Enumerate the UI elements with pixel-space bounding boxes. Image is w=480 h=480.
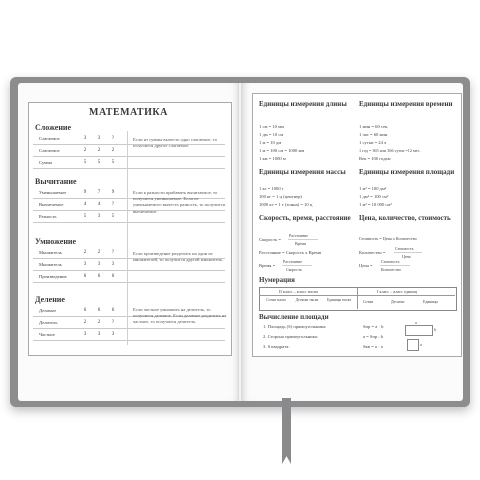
cell-value: 2	[83, 320, 87, 325]
formula-left: Скорость =	[259, 237, 281, 242]
row-label: Множитель	[39, 262, 62, 267]
cell-value: 6	[97, 308, 101, 313]
row-label: Произведение	[39, 274, 67, 279]
calc-formula: a = Sпр : b	[363, 334, 384, 339]
formula-left: Время =	[259, 263, 276, 268]
class-header: II класс – класс тысяч	[279, 289, 319, 294]
unit-line: 1 м = 10 дм	[259, 140, 282, 145]
unit-line: 1 м² = 10 000 см²	[359, 202, 392, 207]
cell-value: 7	[97, 190, 101, 195]
cell-value: 2	[97, 148, 101, 153]
row-label: Уменьшаемое	[39, 190, 67, 195]
cell-value: 5	[83, 160, 87, 165]
page-title: МАТЕМАТИКА	[89, 107, 168, 118]
cell-value: 4	[83, 202, 87, 207]
math-reference-panel	[28, 102, 232, 356]
row-label: Слагаемое	[39, 148, 60, 153]
calc-label: 3. S квадрата:	[263, 344, 290, 349]
row-label: Слагаемое	[39, 136, 60, 141]
cell-value: 6	[111, 308, 115, 313]
cell-value: 5	[111, 160, 115, 165]
cell-value: 4	[97, 202, 101, 207]
unit-line: 1 мин = 60 сек.	[359, 124, 389, 129]
section-description: Если частное умножить на делитель, то получится делимое. Если делимое разделить на частное, то получится делитель.	[133, 307, 227, 325]
unit-line: 1000 кг = 1 т (тонна) = 10 ц	[259, 202, 313, 207]
rectangle-shape	[405, 325, 433, 336]
row-label: Множитель	[39, 250, 62, 255]
units-reference-panel	[252, 93, 462, 357]
cell-value: 2	[111, 148, 115, 153]
fraction-bar	[394, 252, 422, 253]
formula-denominator: Скорость	[286, 267, 302, 272]
column-header: Десятки тысяч	[295, 298, 319, 302]
unit-line: 1 кг = 1000 г	[259, 186, 284, 191]
numeration-heading: Нумерация	[259, 276, 295, 284]
row-label: Сумма	[39, 160, 53, 165]
speed-heading: Скорость, время, расстояние	[259, 214, 351, 222]
square-shape	[407, 339, 419, 351]
column-header: Сотни тысяч	[266, 298, 286, 302]
formula-numerator: Стоимость	[381, 259, 400, 264]
cell-value: 3	[83, 332, 87, 337]
cell-value: 2	[97, 250, 101, 255]
unit-line: 1 год = 365 или 366 суток =12 мес.	[359, 148, 421, 153]
table-row	[29, 271, 229, 283]
mass-units-heading: Единицы измерения массы	[259, 168, 346, 176]
formula-numerator: Расстояние	[289, 233, 309, 238]
cell-value: 6	[97, 274, 101, 279]
formula-denominator: Время	[295, 241, 306, 246]
table-divider	[127, 131, 128, 345]
cell-value: ?	[111, 136, 115, 141]
section-heading-division: Деление	[35, 295, 65, 304]
cell-value: ?	[111, 320, 115, 325]
row-label: Делимое	[39, 308, 57, 313]
side-label: b	[434, 327, 436, 332]
section-heading-addition: Сложение	[35, 123, 72, 132]
column-header: Сотни	[363, 300, 374, 304]
cell-value: 6	[83, 308, 87, 313]
cell-value: ?	[111, 250, 115, 255]
calc-label: 1. Площадь (S) прямоугольника:	[263, 324, 327, 329]
column-header: Десятки	[391, 300, 405, 304]
table-row	[29, 157, 229, 169]
row-label: Частное	[39, 332, 55, 337]
table-row	[29, 329, 229, 341]
cell-value: 9	[111, 190, 115, 195]
table-divider	[357, 287, 358, 309]
calc-formula: Sкв = a · a	[363, 344, 383, 349]
unit-line: 1 км = 1000 м	[259, 156, 286, 161]
section-description: Если из суммы вычесть одно слагаемое, то получится другое слагаемое.	[133, 137, 218, 149]
fraction-bar	[288, 239, 318, 240]
section-heading-multiplication: Умножение	[35, 237, 77, 246]
cell-value: 3	[83, 136, 87, 141]
cell-value: 5	[83, 214, 87, 219]
cell-value: 5	[97, 160, 101, 165]
formula-numerator: Стоимость	[395, 246, 414, 251]
fraction-bar	[380, 265, 410, 266]
formula: Расстояние = Скорость х Время	[259, 250, 322, 255]
cell-value: 2	[97, 320, 101, 325]
unit-line: 100 кг = 1 ц (центнер)	[259, 194, 302, 199]
unit-line: 1 час = 60 мин	[359, 132, 388, 137]
bookmark-ribbon[interactable]	[282, 398, 291, 464]
unit-line: 1 см = 10 мм	[259, 124, 284, 129]
cell-value: 2	[83, 250, 87, 255]
unit-line: 1 сутки = 24 ч	[359, 140, 387, 145]
cell-value: 3	[97, 262, 101, 267]
formula-numerator: Расстояние	[283, 259, 303, 264]
row-label: Разность	[39, 214, 57, 219]
cell-value: 3	[111, 262, 115, 267]
cell-value: 9	[83, 190, 87, 195]
area-units-heading: Единицы измерения площади	[359, 168, 455, 176]
column-header: Единицы тысяч	[326, 298, 352, 302]
unit-line: 1 дм = 10 см	[259, 132, 284, 137]
formula-left: Количество =	[359, 250, 386, 255]
unit-line: 1 м² = 100 дм²	[359, 186, 387, 191]
row-label: Вычитаемое	[39, 202, 64, 207]
length-units-heading: Единицы измерения длины	[259, 100, 347, 108]
cell-value: 3	[111, 332, 115, 337]
cell-value: 3	[97, 214, 101, 219]
calc-formula: Sпр = a · b	[363, 324, 384, 329]
formula-left: Цена =	[359, 263, 373, 268]
formula-denominator: Цена	[402, 254, 411, 259]
section-description: Если к разности прибавить вычитаемое, то получится уменьшаемое. Если из уменьшаемого вычесть разность, то получится вычитаемое.	[133, 190, 225, 214]
cell-value: 2	[83, 148, 87, 153]
notebook-spine	[238, 83, 242, 401]
section-heading-subtraction: Вычитание	[35, 177, 77, 186]
cell-value: 5	[111, 214, 115, 219]
formula: Стоимость = Цена х Количество	[359, 236, 417, 241]
unit-line: 1 м = 100 см = 1000 мм	[259, 148, 305, 153]
column-header: Единицы	[423, 300, 438, 304]
price-heading: Цена, количество, стоимость	[359, 214, 451, 222]
cell-value: 3	[83, 262, 87, 267]
time-units-heading: Единицы измерения времени	[359, 100, 453, 108]
area-calc-heading: Вычисление площади	[259, 313, 329, 321]
cell-value: ?	[111, 202, 115, 207]
fraction-bar	[282, 265, 312, 266]
cell-value: 6	[111, 274, 115, 279]
class-header: I класс – класс единиц	[377, 289, 417, 294]
section-description: Если произведение разделить на один из множителей, то получится другой множитель.	[133, 251, 224, 263]
cell-value: 6	[83, 274, 87, 279]
side-label: a	[415, 320, 417, 325]
cell-value: 3	[97, 136, 101, 141]
calc-label: 2. Сторона прямоугольника:	[263, 334, 319, 339]
side-label: a	[420, 342, 422, 347]
unit-line: 1 дм² = 100 см²	[359, 194, 389, 199]
cell-value: 3	[97, 332, 101, 337]
formula-denominator: Количество	[381, 267, 401, 272]
row-label: Делитель	[39, 320, 58, 325]
unit-line: Век = 100 годам	[359, 156, 391, 161]
